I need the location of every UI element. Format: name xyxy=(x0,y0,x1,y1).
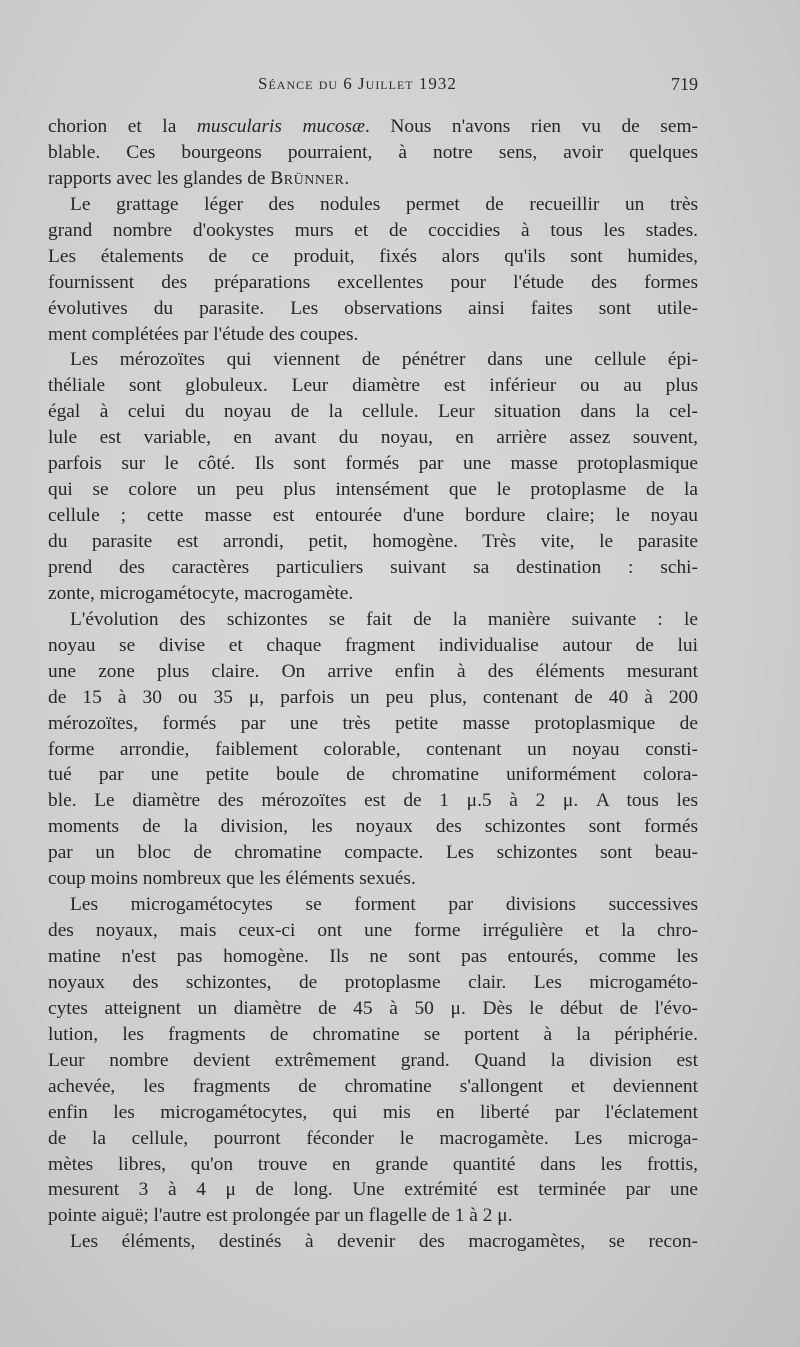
text-line: ment complétées par l'étude des coupes. xyxy=(48,323,359,345)
text-line: pointe aiguë; l'autre est prolongée par un flagelle de 1 à 2 μ. xyxy=(48,1205,513,1227)
text-line: par un bloc de chromatine compacte. Les schizontes sont beau- xyxy=(48,842,698,864)
text-line: blable. Ces bourgeons pourraient, à notre sens, avoir quelques xyxy=(48,141,698,163)
text-line: parfois sur le côté. Ils sont formés par une masse protoplasmique xyxy=(48,453,698,475)
text-line: rapports avec les glandes de Brünner. xyxy=(48,167,350,189)
text-line: matine n'est pas homogène. Ils ne sont pas entourés, comme les xyxy=(48,946,698,967)
text-line: mérozoïtes, formés par une très petite masse protoplasmique de xyxy=(48,712,698,734)
author-name: Brünner xyxy=(270,167,345,189)
text-line: fournissent des préparations excellentes pour l'étude des formes xyxy=(48,271,698,293)
text-line: Les étalements de ce produit, fixés alors qu'ils sont humides, xyxy=(48,245,698,267)
text-line: prend des caractères particuliers suivant sa destination : schi- xyxy=(48,556,698,578)
text-line: Les microgamétocytes se forment par divisions successives xyxy=(70,894,698,916)
page-number: 719 xyxy=(671,74,698,94)
text-line: des noyaux, mais ceux-ci ont une forme irrégulière et la chro- xyxy=(48,920,698,942)
text-line: du parasite est arrondi, petit, homogène. Très vite, le parasite xyxy=(48,531,698,552)
text-line: coup moins nombreux que les éléments sexués. xyxy=(48,868,416,890)
text-line: de la cellule, pourront féconder le macrogamète. Les microga- xyxy=(48,1127,698,1149)
text-line: cellule ; cette masse est entourée d'une bordure claire; le noyau xyxy=(48,505,698,527)
text-line: mètes libres, qu'on trouve en grande quantité dans les frottis, xyxy=(48,1153,698,1175)
text-line: forme arrondie, faiblement colorable, contenant un noyau consti- xyxy=(48,738,698,760)
text-line: chorion et la muscularis mucosæ. Nous n'avons rien vu de sem- xyxy=(48,116,698,137)
page-header xyxy=(48,74,698,104)
text-line: enfin les microgamétocytes, qui mis en liberté par l'éclatement xyxy=(48,1101,698,1123)
text-line: Le grattage léger des nodules permet de recueillir un très xyxy=(70,193,698,215)
text-line: noyau se divise et chaque fragment individualise autour de lui xyxy=(48,634,698,656)
text-line: grand nombre d'ookystes murs et de coccidies à tous les stades. xyxy=(48,219,698,241)
text-line: cytes atteignent un diamètre de 45 à 50 μ. Dès le début de l'évo- xyxy=(48,997,698,1019)
text-line: L'évolution des schizontes se fait de la manière suivante : le xyxy=(70,608,698,630)
text-line: de 15 à 30 ou 35 μ, parfois un peu plus, contenant de 40 à 200 xyxy=(48,686,698,708)
text-line: noyaux des schizontes, de protoplasme clair. Les microgaméto- xyxy=(48,971,698,993)
text-line: achevée, les fragments de chromatine s'allongent et deviennent xyxy=(48,1075,698,1097)
text-line: théliale sont globuleux. Leur diamètre est inférieur ou au plus xyxy=(48,375,698,397)
body-text xyxy=(48,114,698,1255)
text-line: mesurent 3 à 4 μ de long. Une extrémité est terminée par une xyxy=(48,1179,698,1201)
text-line: tué par une petite boule de chromatine uniformément colora- xyxy=(48,764,698,786)
text-line: Les éléments, destinés à devenir des macrogamètes, se recon- xyxy=(70,1231,698,1253)
text-line: moments de la division, les noyaux des schizontes sont formés xyxy=(48,816,698,838)
text-line: Leur nombre devient extrêmement grand. Quand la division est xyxy=(48,1049,698,1071)
running-head: Séance du 6 Juillet 1932 xyxy=(258,74,457,93)
text-line: évolutives du parasite. Les observations ainsi faites sont utile- xyxy=(48,297,698,319)
text-line: qui se colore un peu plus intensément que le protoplasme de la xyxy=(48,479,698,501)
text-line: Les mérozoïtes qui viennent de pénétrer dans une cellule épi- xyxy=(70,349,698,371)
text-line: lution, les fragments de chromatine se portent à la périphérie. xyxy=(48,1023,698,1045)
text-line: lule est variable, en avant du noyau, en arrière assez souvent, xyxy=(48,427,698,449)
italic-term: muscularis mucosæ xyxy=(196,116,365,137)
text-line: une zone plus claire. On arrive enfin à des éléments mesurant xyxy=(48,660,698,682)
text-line: ble. Le diamètre des mérozoïtes est de 1 μ.5 à 2 μ. A tous les xyxy=(48,790,698,812)
text-line: zonte, microgamétocyte, macrogamète. xyxy=(48,582,354,604)
text-line: égal à celui du noyau de la cellule. Leur situation dans la cel- xyxy=(48,401,698,423)
